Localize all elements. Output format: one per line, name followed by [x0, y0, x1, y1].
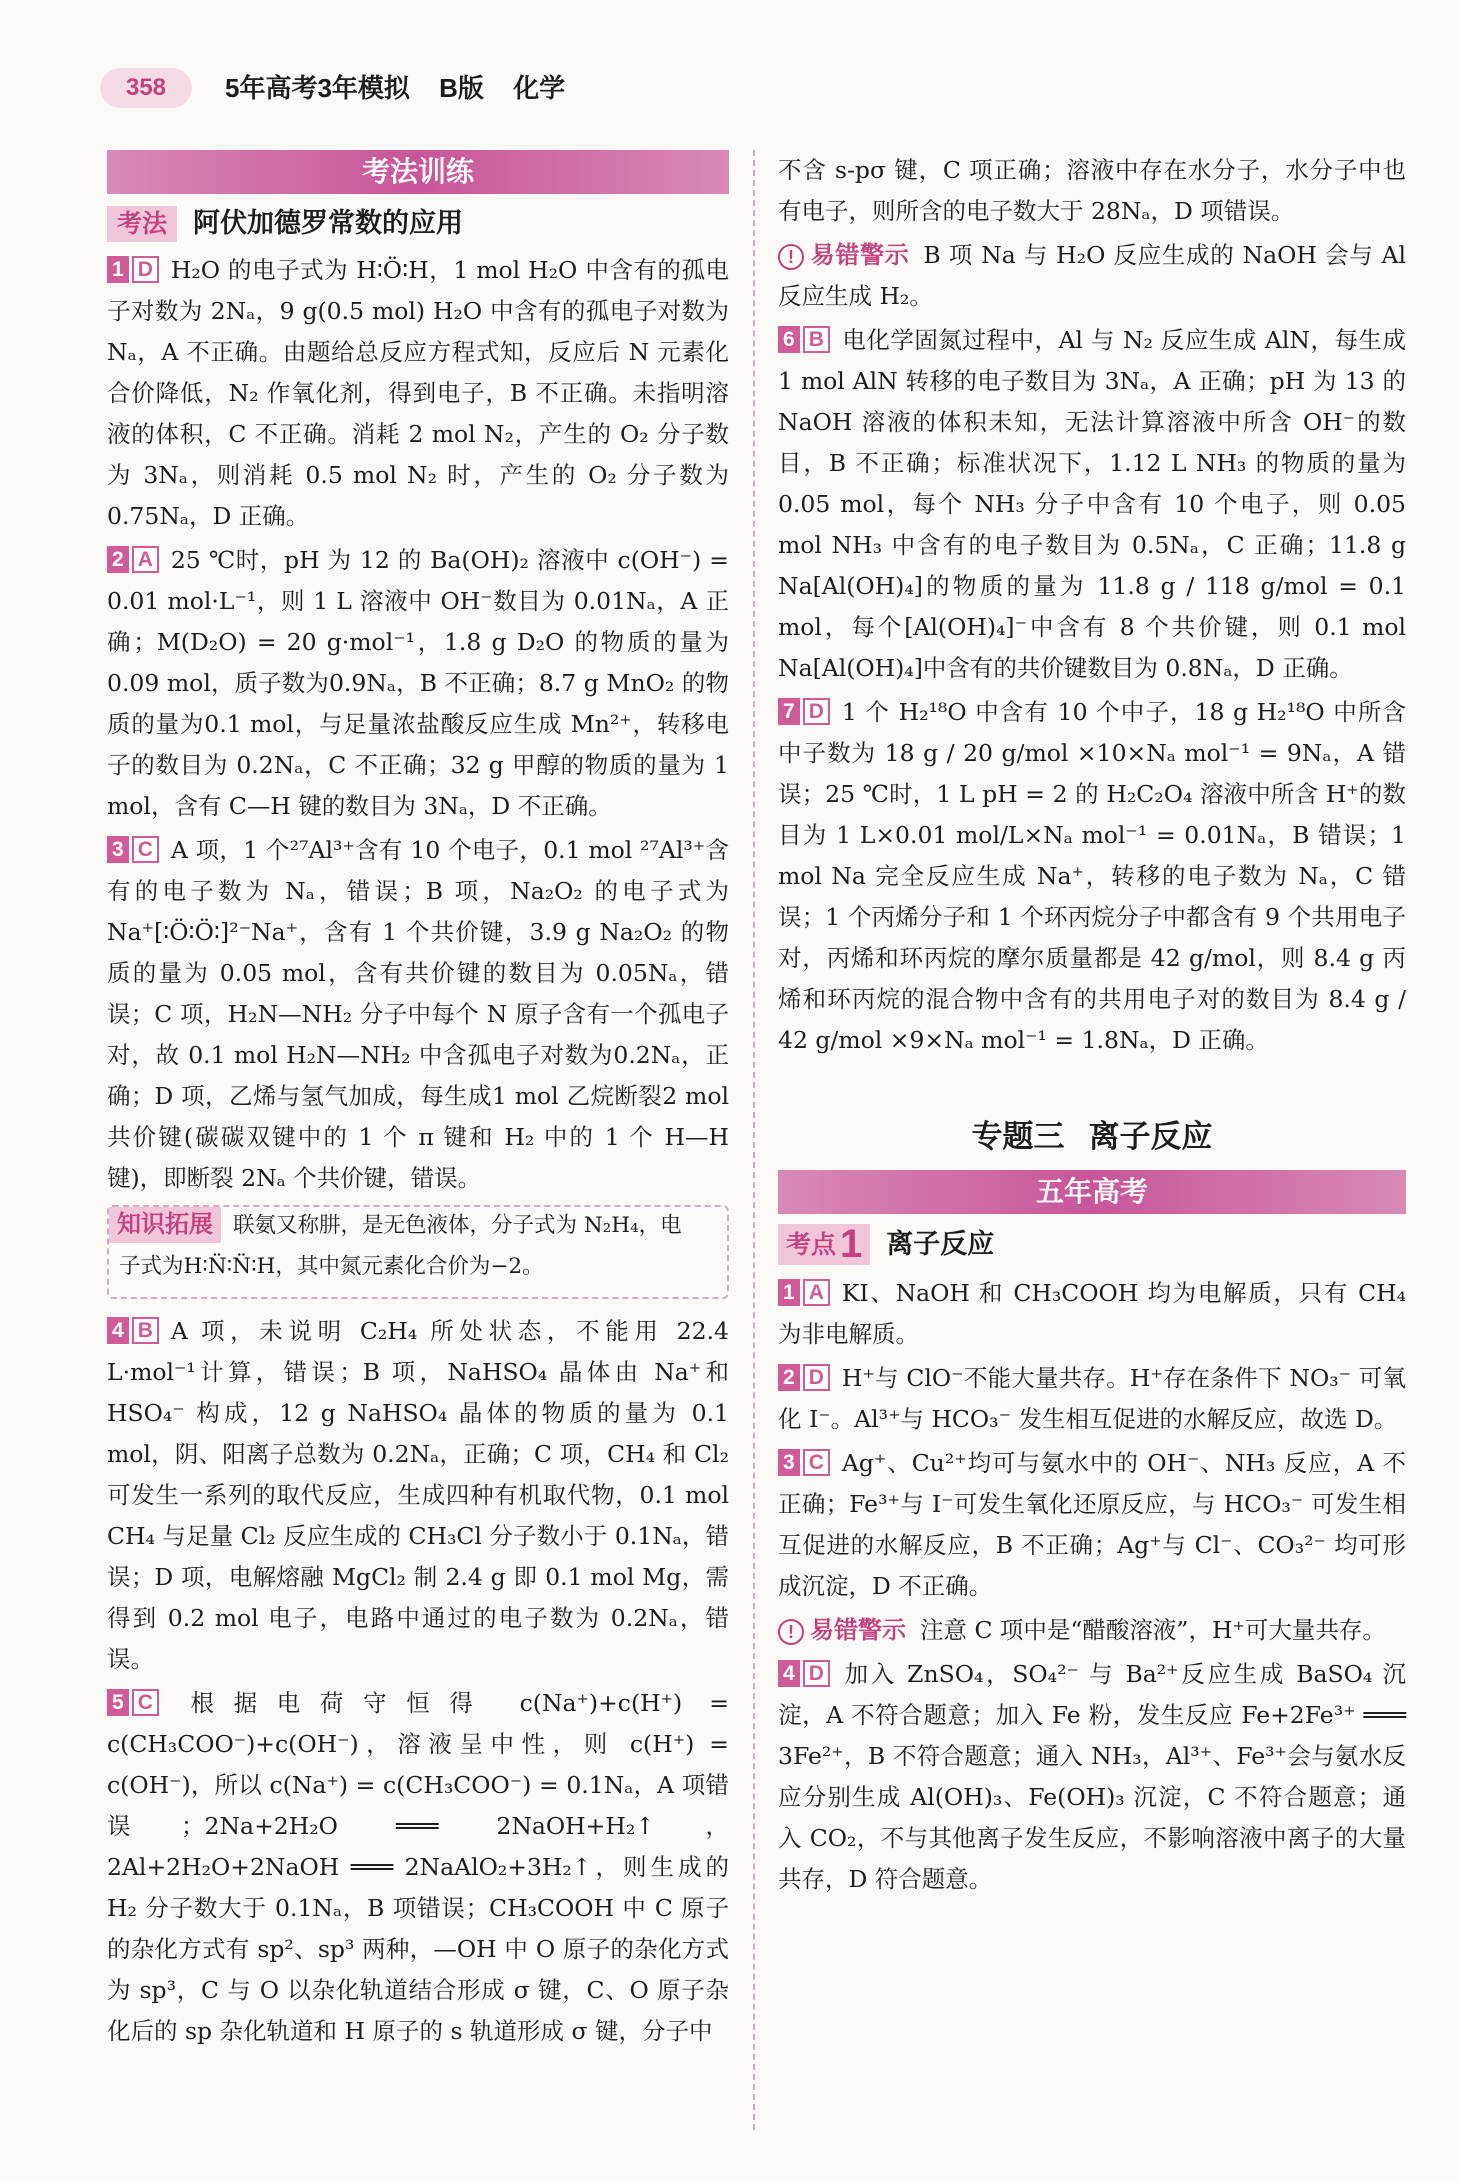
answer-letter: C [132, 1689, 159, 1716]
answer-letter: A [803, 1279, 830, 1306]
right-column [778, 150, 1406, 1903]
warning-icon: ! [778, 244, 804, 270]
question-number: 2 [107, 546, 129, 573]
question-number: 3 [778, 1449, 800, 1476]
warning-note-1 [778, 235, 1406, 317]
kaodian-title: 离子反应 [886, 1229, 995, 1259]
book-subject: 化学 [513, 73, 566, 103]
question-number: 4 [778, 1660, 800, 1687]
section-band-kaofa: 考法训练 [107, 150, 729, 194]
answer-letter: D [803, 1660, 830, 1687]
book-series: 5年高考3年模拟 [225, 73, 410, 103]
chapter-number: 专题三 [971, 1119, 1065, 1154]
answer-1 [107, 250, 729, 537]
answer-text: 根据电荷守恒得 c(Na⁺)+c(H⁺) = c(CH₃COO⁻)+c(OH⁻)，溶液呈中性，则 c(H⁺) = c(OH⁻)，所以 c(Na⁺) = c(CH₃COO⁻) = 0.1Nₐ，A 项错误；2Na+2H₂O ═══ 2NaOH+H₂↑，2Al+2H₂O+2NaOH ═══ 2NaAlO₂+3H₂↑，则生成的 H₂ 分子数大于 0.1Nₐ，B 项错误；CH₃COOH 中 C 原子的杂化方式有 sp²、sp³ 两种，—OH 中 O 原子的杂化方式为 sp³，C 与 O 以杂化轨道结合形成 σ 键，C、O 原子杂化后的 sp 杂化轨道和 H 原子的 s 轨道形成 σ 键，分子中 [107, 1689, 729, 2045]
ion-answer-3 [778, 1443, 1406, 1607]
answer-text: H⁺与 ClO⁻不能大量共存。H⁺存在条件下 NO₃⁻ 可氧化 I⁻。Al³⁺与 HCO₃⁻ 发生相互促进的水解反应，故选 D。 [778, 1364, 1406, 1433]
question-number: 6 [778, 326, 800, 353]
answer-4 [107, 1311, 729, 1680]
section-tag: 考法 [107, 206, 177, 242]
question-number: 1 [778, 1279, 800, 1306]
answer-5-continued: 不含 s-pσ 键，C 项正确；溶液中存在水分子，水分子中也有电子，则所含的电子数大于 28Nₐ，D 项错误。 [778, 156, 1406, 225]
question-number: 4 [107, 1317, 129, 1344]
column-divider [753, 150, 755, 2130]
page-number: 358 [100, 68, 192, 108]
answer-text: 加入 ZnSO₄，SO₄²⁻ 与 Ba²⁺反应生成 BaSO₄ 沉淀，A 不符合题意；加入 Fe 粉，发生反应 Fe+2Fe³⁺ ═══ 3Fe²⁺，B 不符合题意；通入 NH₃，Al³⁺、Fe³⁺会与氨水反应分别生成 Al(OH)₃、Fe(OH)₃ 沉淀，C 不符合题意；通入 CO₂，不与其他离子发生反应，不影响溶液中离子的大量共存，D 符合题意。 [778, 1660, 1406, 1893]
book-title [225, 68, 587, 108]
answer-text: Ag⁺、Cu²⁺均可与氨水中的 OH⁻、NH₃ 反应，A 不正确；Fe³⁺与 I⁻可发生氧化还原反应，与 HCO₃⁻ 可发生相互促进的水解反应，B 不正确；Ag⁺与 Cl⁻、CO₃²⁻ 均可形成沉淀，D 不正确。 [778, 1449, 1406, 1600]
answer-text: 25 ℃时，pH 为 12 的 Ba(OH)₂ 溶液中 c(OH⁻) = 0.01 mol·L⁻¹，则 1 L 溶液中 OH⁻数目为 0.01Nₐ，A 正确；M(D₂O) = 20 g·mol⁻¹，1.8 g D₂O 的物质的量为 0.09 mol，质子数为0.9Nₐ，B 不正确；8.7 g MnO₂ 的物质的量为0.1 mol，与足量浓盐酸反应生成 Mn²⁺，转移电子的数目为 0.2Nₐ，C 不正确；32 g 甲醇的物质的量为 1 mol，含有 C—H 键的数目为 3Nₐ，D 不正确。 [107, 546, 729, 820]
knowledge-line-1 [109, 1207, 717, 1245]
ion-answer-1 [778, 1273, 1406, 1355]
answer-7 [778, 692, 1406, 1061]
kaodian-label: 考点 [786, 1231, 837, 1259]
answer-text: A 项，1 个²⁷Al³⁺含有 10 个电子，0.1 mol ²⁷Al³⁺含有的电子数为 Nₐ，错误；B 项，Na₂O₂ 的电子式为 Na⁺[∶Ö∶Ö∶]²⁻Na⁺，含有 1 个共价键，3.9 g Na₂O₂ 的物质的量为 0.05 mol，含有共价键的数目为 0.05Nₐ，错误；C 项，H₂N—NH₂ 分子中每个 N 原子含有一个孤电子对，故 0.1 mol H₂N—NH₂ 中含孤电子对数为0.2Nₐ，正确；D 项，乙烯与氢气加成，每生成1 mol 乙烷断裂2 mol 共价键(碳碳双键中的 1 个 π 键和 H₂ 中的 1 个 H—H 键)，即断裂 2Nₐ 个共价键，错误。 [107, 836, 729, 1192]
answer-text: H₂O 的电子式为 H∶Ö∶H，1 mol H₂O 中含有的孤电子对数为 2Nₐ，9 g(0.5 mol) H₂O 中含有的孤电子对数为 Nₐ，A 不正确。由题给总反应方程式知，反应后 N 元素化合价降低，N₂ 作氧化剂，得到电子，B 不正确。未指明溶液的体积，C 不正确。消耗 2 mol N₂，产生的 O₂ 分子数为 3Nₐ，则消耗 0.5 mol N₂ 时，产生的 O₂ 分子数为 0.75Nₐ，D 正确。 [107, 256, 729, 530]
kaodian-heading [778, 1224, 1406, 1265]
section-title: 阿伏加德罗常数的应用 [193, 208, 464, 238]
section-heading [107, 204, 729, 242]
question-number: 7 [778, 698, 800, 725]
knowledge-extension-box [107, 1205, 729, 1299]
answer-letter: B [803, 326, 830, 353]
kaodian-number: 1 [840, 1222, 863, 1266]
question-number: 1 [107, 256, 129, 283]
answer-text: A 项，未说明 C₂H₄ 所处状态，不能用 22.4 L·mol⁻¹计算，错误；B 项，NaHSO₄ 晶体由 Na⁺和 HSO₄⁻ 构成，12 g NaHSO₄ 晶体的物质的量为 0.1 mol，阴、阳离子总数为 0.2Nₐ，正确；C 项，CH₄ 和 Cl₂ 可发生一系列的取代反应，生成四种有机取代物，0.1 mol CH₄ 与足量 Cl₂ 反应生成的 CH₃Cl 分子数小于 0.1Nₐ，错误；D 项，电解熔融 MgCl₂ 制 2.4 g 即 0.1 mol Mg，需得到 0.2 mol 电子，电路中通过的电子数为 0.2Nₐ，错误。 [107, 1317, 729, 1673]
kaodian-tag [778, 1224, 870, 1265]
warning-label: 易错警示 [810, 1617, 906, 1644]
knowledge-line-2: 子式为H∶N̈∶N̈∶H，其中氮元素化合价为−2。 [119, 1254, 544, 1279]
question-number: 5 [107, 1689, 129, 1716]
answer-5 [107, 1683, 729, 2052]
question-number: 2 [778, 1364, 800, 1391]
question-number: 3 [107, 836, 129, 863]
knowledge-text: 联氨又称肼，是无色液体，分子式为 N₂H₄，电 [233, 1213, 682, 1238]
answer-letter: C [132, 836, 159, 863]
warning-label: 易错警示 [810, 242, 910, 269]
warning-text: B 项 Na 与 H₂O 反应生成的 NaOH 会与 Al 反应生成 H₂。 [778, 241, 1406, 310]
chapter-title [778, 1111, 1406, 1156]
book-edition: B版 [439, 73, 484, 103]
answer-letter: D [803, 1364, 830, 1391]
answer-letter: B [132, 1317, 159, 1344]
answer-letter: C [803, 1449, 830, 1476]
section-band-wunian: 五年高考 [778, 1170, 1406, 1214]
answer-text: 1 个 H₂¹⁸O 中含有 10 个中子，18 g H₂¹⁸O 中所含中子数为 18 g / 20 g/mol ×10×Nₐ mol⁻¹ = 9Nₐ，A 错误；25 ℃时，1 L pH = 2 的 H₂C₂O₄ 溶液中所含 H⁺的数目为 1 L×0.01 mol/L×Nₐ mol⁻¹ = 0.01Nₐ，B 错误；1 mol Na 完全反应生成 Na⁺，转移的电子数为 Nₐ，C 错误；1 个丙烯分子和 1 个环丙烷分子中都含有 9 个共用电子对，丙烯和环丙烷的摩尔质量都是 42 g/mol，则 8.4 g 丙烯和环丙烷的混合物中含有的共用电子对的数目为 8.4 g / 42 g/mol ×9×Nₐ mol⁻¹ = 1.8Nₐ，D 正确。 [778, 698, 1406, 1054]
warning-note-2 [778, 1610, 1406, 1651]
left-column [107, 150, 729, 2055]
knowledge-tag: 知识拓展 [109, 1207, 221, 1243]
warning-icon: ! [778, 1619, 804, 1645]
chapter-name: 离子反应 [1088, 1119, 1213, 1154]
answer-letter: D [132, 256, 159, 283]
answer-text: KI、NaOH 和 CH₃COOH 均为电解质，只有 CH₄ 为非电解质。 [778, 1279, 1406, 1348]
answer-letter: D [803, 698, 830, 725]
answer-3 [107, 830, 729, 1199]
answer-6 [778, 320, 1406, 689]
answer-text: 电化学固氮过程中，Al 与 N₂ 反应生成 AlN，每生成1 mol AlN 转移的电子数目为 3Nₐ，A 正确；pH 为 13 的 NaOH 溶液的体积未知，无法计算溶液中所含 OH⁻的数目，B 不正确；标准状况下，1.12 L NH₃ 的物质的量为0.05 mol，每个 NH₃ 分子中含有 10 个电子，则 0.05 mol NH₃ 中含有的电子数目为 0.5Nₐ，C 正确；11.8 g Na[Al(OH)₄]的物质的量为 11.8 g / 118 g/mol = 0.1 mol，每个[Al(OH)₄]⁻中含有 8 个共价键，则 0.1 mol Na[Al(OH)₄]中含有的共价键数目为 0.8Nₐ，D 正确。 [778, 326, 1406, 682]
answer-letter: A [132, 546, 159, 573]
answer-2 [107, 540, 729, 827]
ion-answer-4 [778, 1654, 1406, 1900]
warning-text: 注意 C 项中是“醋酸溶液”，H⁺可大量共存。 [920, 1616, 1386, 1644]
ion-answer-2 [778, 1358, 1406, 1440]
